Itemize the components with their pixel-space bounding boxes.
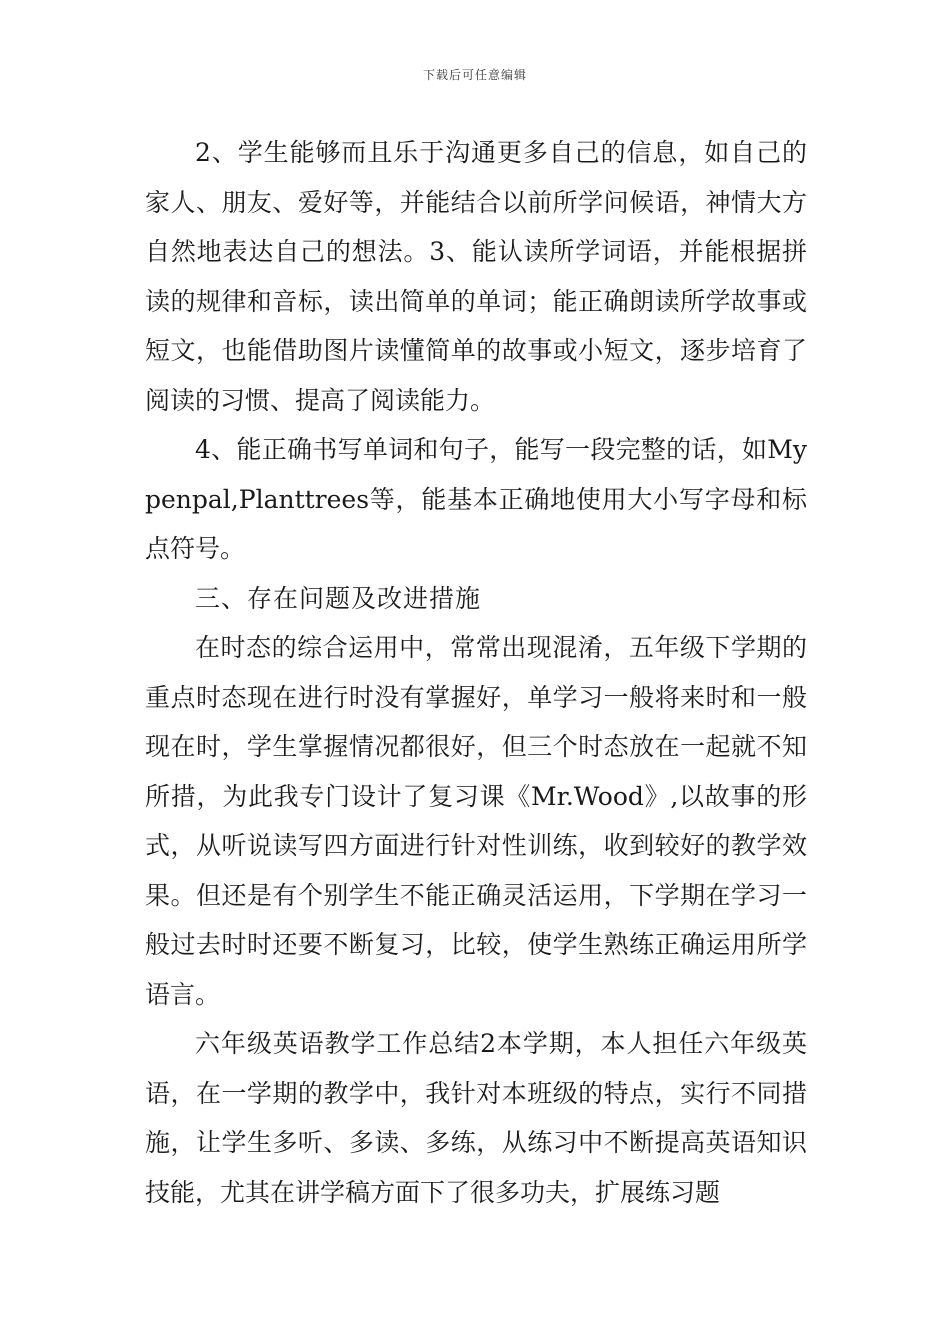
page-header-note: 下载后可任意编辑	[422, 68, 527, 82]
paragraph-learning-goals-2-3: 2、学生能够而且乐于沟通更多自己的信息，如自己的家人、朋友、爱好等，并能结合以前所学问候语，神情大方自然地表达自己的想法。3、能认读所学词语，并能根据拼读的规律和音标，读出简单的单词；能正确朗读所学故事或短文，也能借助图片读懂简单的故事或小短文，逐步培育了阅读的习惯、提高了阅读能力。	[145, 138, 807, 415]
document-body	[145, 128, 807, 1217]
paragraph-summary-2: 六年级英语教学工作总结2本学期，本人担任六年级英语，在一学期的教学中，我针对本班级的特点，实行不同措施，让学生多听、多读、多练，从练习中不断提高英语知识技能，尤其在讲学稿方面下了很多功夫，扩展练习题	[145, 1029, 807, 1207]
section-heading-problems: 三、存在问题及改进措施	[195, 583, 482, 613]
paragraph-learning-goal-4: 4、能正确书写单词和句子，能写一段完整的话，如Mypenpal,Planttrees等，能基本正确地使用大小写字母和标点符号。	[145, 435, 807, 563]
paragraph-tense-problems: 在时态的综合运用中，常常出现混淆，五年级下学期的重点时态现在进行时没有掌握好，单学习一般将来时和一般现在时，学生掌握情况都很好，但三个时态放在一起就不知所措，为此我专门设计了复习课《Mr.Wood》,以故事的形式，从听说读写四方面进行针对性训练，收到较好的教学效果。但还是有个别学生不能正确灵活运用，下学期在学习一般过去时时还要不断复习，比较，使学生熟练正确运用所学语言。	[145, 633, 807, 1009]
